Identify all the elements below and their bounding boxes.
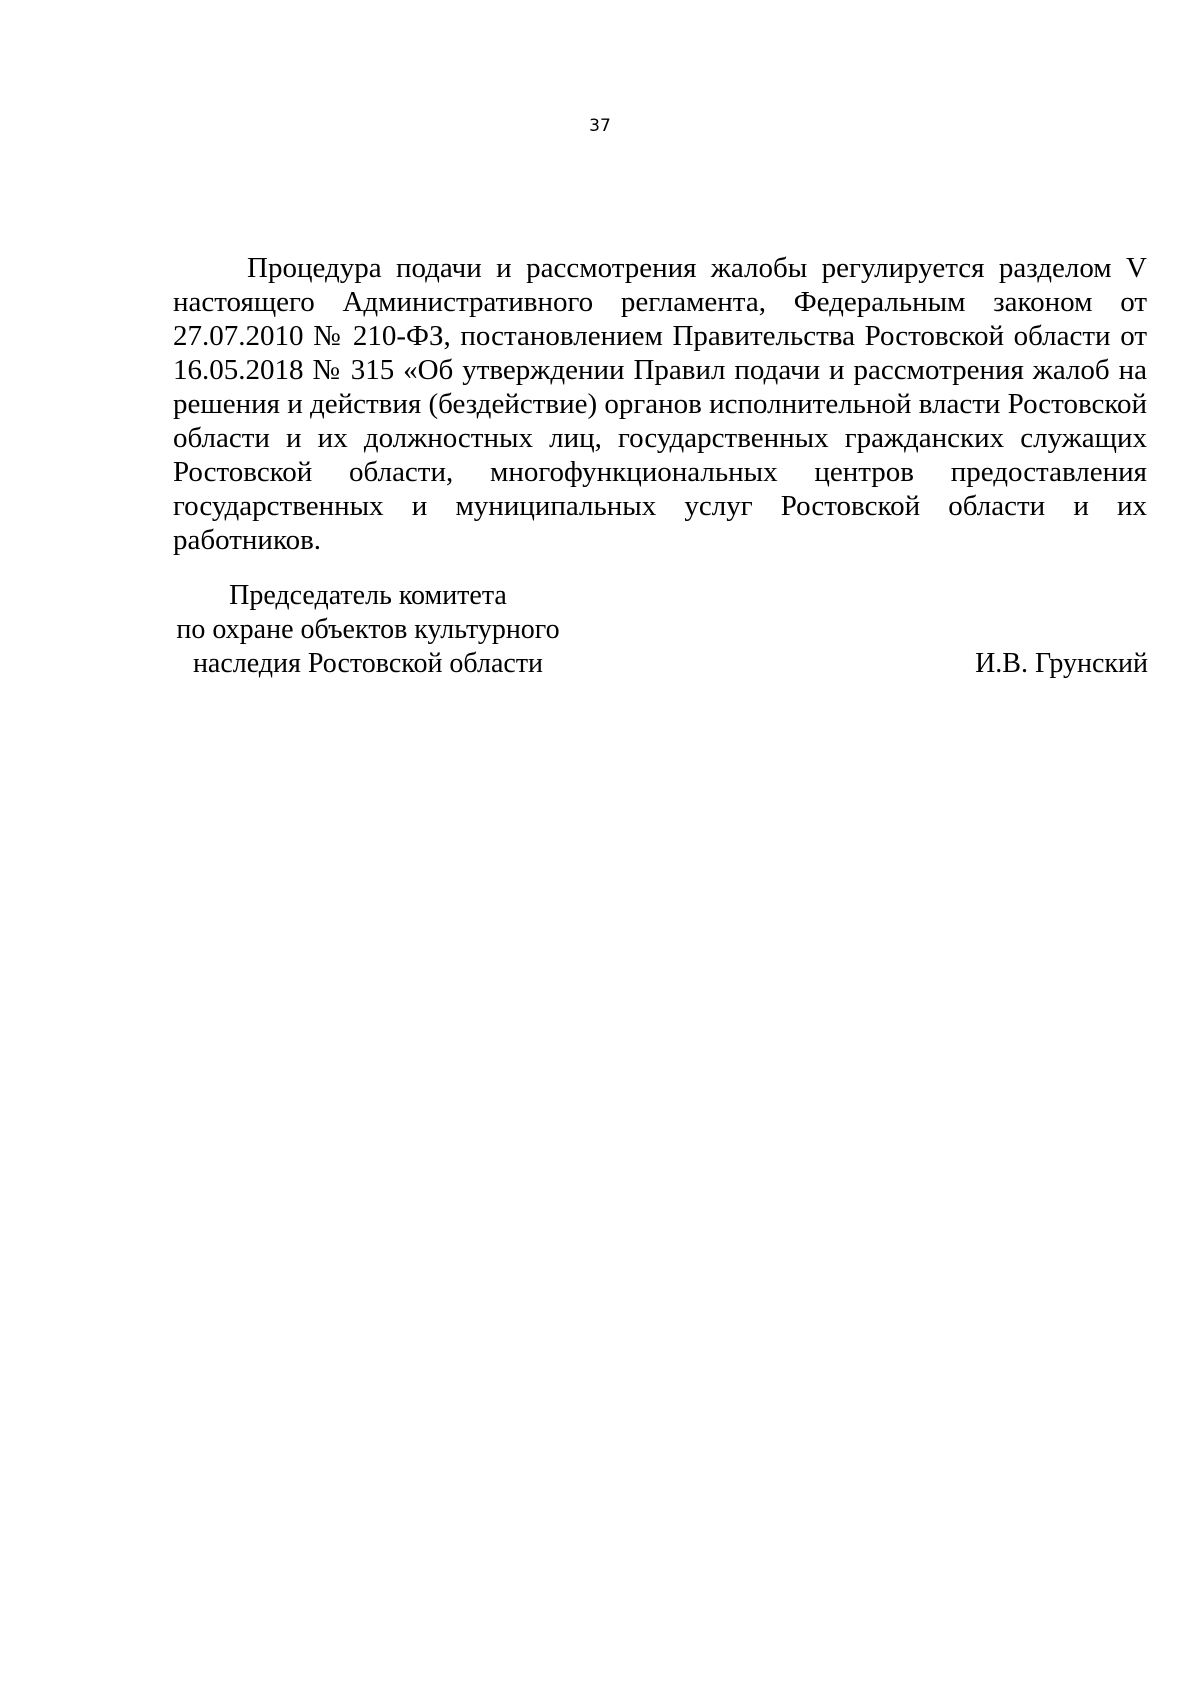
signatory-position [158, 579, 578, 681]
position-line-1: Председатель комитета [229, 580, 507, 611]
body-paragraph: Процедура подачи и рассмотрения жалобы регулируется разделом V настоящего Административного регламента, Федеральным законом от 27.07.2010 № 210-ФЗ, постановлением Правительства Ростовской области от 16.05.2018 № 315 «Об утверждении Правил подачи и рассмотрения жалоб на решения и действия (бездействие) органов исполнительной власти Ростовской области и их должностных лиц, государственных гражданских служащих Ростовской области, многофункциональных центров предоставления государственных и муниципальных услуг Ростовской области и их работников. [173, 252, 1147, 556]
position-line-3: наследия Ростовской области [192, 648, 544, 679]
page-number: 37 [589, 116, 611, 136]
position-line-2: по охране объектов культурного [176, 614, 560, 645]
signatory-name: И.В. Грунский [975, 648, 1148, 679]
